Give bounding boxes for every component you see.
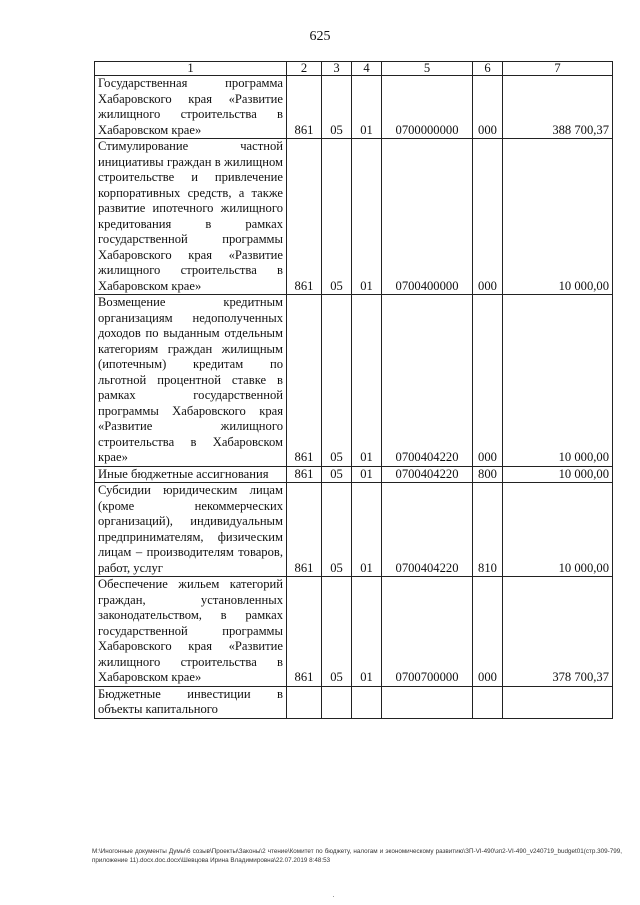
row-amount: 10 000,00 [503,295,613,467]
row-code-section: 05 [322,76,352,139]
row-code-ministry [287,686,322,718]
row-code-subsection: 01 [352,577,382,687]
row-code-target: 0700404220 [382,483,473,577]
header-col-5: 5 [382,62,473,76]
table-row [95,466,613,483]
row-name: Обеспечение жильем категорий граждан, установленных законодательством, в рамках государственной программы Хабаровского края «Развитие жилищного строительства в Хабаровском крае» [95,577,287,687]
row-code-section: 05 [322,577,352,687]
row-code-expense-type: 000 [473,577,503,687]
row-name: Бюджетные инвестиции в объекты капитального [95,686,287,718]
row-code-section [322,686,352,718]
row-code-subsection: 01 [352,483,382,577]
row-code-subsection: 01 [352,295,382,467]
row-code-subsection: 01 [352,466,382,483]
row-code-section: 05 [322,139,352,295]
row-code-ministry: 861 [287,76,322,139]
row-code-ministry: 861 [287,466,322,483]
row-code-subsection [352,686,382,718]
row-code-expense-type: 000 [473,76,503,139]
table-row [95,577,613,687]
row-code-section: 05 [322,466,352,483]
row-code-target: 0700000000 [382,76,473,139]
row-code-expense-type: 810 [473,483,503,577]
row-amount: 378 700,37 [503,577,613,687]
page-number: 625 [309,29,331,44]
row-code-section: 05 [322,295,352,467]
header-col-7: 7 [503,62,613,76]
row-code-ministry: 861 [287,139,322,295]
row-code-target [382,686,473,718]
row-code-target: 0700400000 [382,139,473,295]
row-code-subsection: 01 [352,139,382,295]
row-code-target: 0700404220 [382,466,473,483]
header-col-2: 2 [287,62,322,76]
row-code-target: 0700404220 [382,295,473,467]
header-col-4: 4 [352,62,382,76]
row-code-section: 05 [322,483,352,577]
row-name: Возмещение кредитным организациям недополученных доходов по выданным отдельным категориям граждан жилищным (ипотечным) кредитам по льготной процентной ставке в рамках государственной программы Хабаровского края «Развитие жилищного строительства в Хабаровском крае» [95,295,287,467]
table-row [95,295,613,467]
row-amount: 10 000,00 [503,466,613,483]
row-code-expense-type: 000 [473,295,503,467]
row-code-expense-type [473,686,503,718]
row-amount: 10 000,00 [503,139,613,295]
row-amount: 10 000,00 [503,483,613,577]
row-code-expense-type: 000 [473,139,503,295]
budget-table [94,61,613,719]
row-code-target: 0700700000 [382,577,473,687]
table-row [95,686,613,718]
row-code-ministry: 861 [287,295,322,467]
row-name: Стимулирование частной инициативы граждан в жилищном строительстве и привлечение корпоративных средств, а также развитие ипотечного жилищного кредитования в рамках государственной программы Хабаровского края «Развитие жилищного строительства в Хабаровском крае» [95,139,287,295]
row-name: Иные бюджетные ассигнования [95,466,287,483]
table-row [95,483,613,577]
row-name: Субсидии юридическим лицам (кроме некоммерческих организаций), индивидуальным предпринимателям, физическим лицам – производителям товаров, работ, услуг [95,483,287,577]
header-col-3: 3 [322,62,352,76]
table-row [95,139,613,295]
table-row [95,76,613,139]
footer-file-path: M:\Иногонные документы Думы\6 созыв\Проекты\Законы\2 чтение\Комитет по бюджету, налогам и экономическому развитию\ЗП-VI-490\зп2-VI-490_v240719_budget01(стр.309-799, приложение 11).docx.doc.docx\Шевцова Ирина Владимировна\22.07.2019 8:48:53 [92,848,622,864]
row-name: Государственная программа Хабаровского края «Развитие жилищного строительства в Хабаровском крае» [95,76,287,139]
row-code-expense-type: 800 [473,466,503,483]
header-col-6: 6 [473,62,503,76]
row-code-ministry: 861 [287,577,322,687]
row-amount: 388 700,37 [503,76,613,139]
scan-speck [333,896,334,897]
row-amount [503,686,613,718]
header-row [95,62,613,76]
header-col-1: 1 [95,62,287,76]
row-code-subsection: 01 [352,76,382,139]
row-code-ministry: 861 [287,483,322,577]
